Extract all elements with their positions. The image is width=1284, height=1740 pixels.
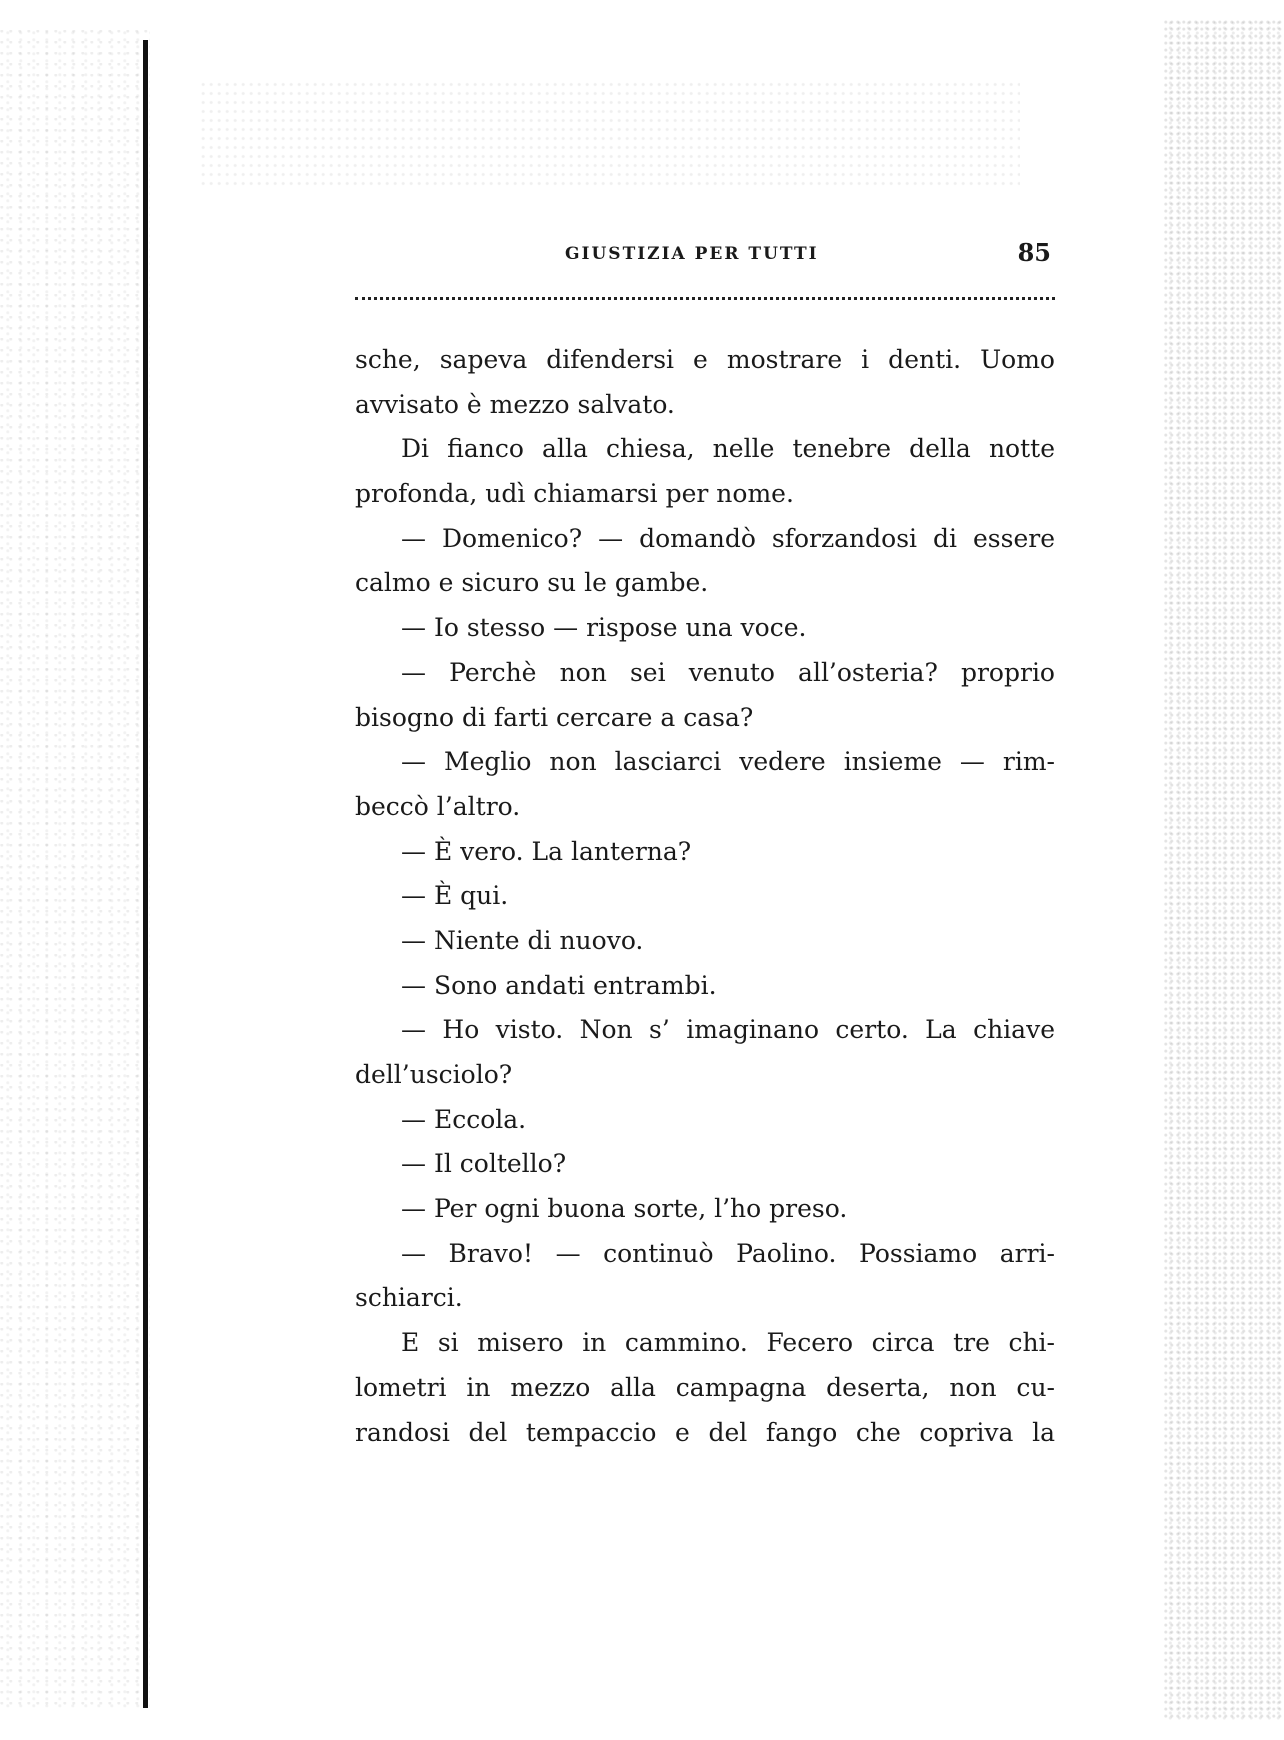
text-line: avvisato è mezzo salvato. [355, 389, 675, 419]
text-line: calmo e sicuro su le gambe. [355, 568, 709, 598]
running-title: GIUSTIZIA PER TUTTI [565, 244, 819, 264]
text-line: — Bravo! — continuò Paolino. Possiamo arri- [401, 1238, 1055, 1268]
text-line: schiarci. [355, 1283, 463, 1313]
text-line: randosi del tempaccio e del fango che copriva la [355, 1417, 1055, 1447]
text-line: — Io stesso — rispose una voce. [401, 613, 807, 643]
text-line: Di fianco alla chiesa, nelle tenebre della notte [401, 434, 1055, 464]
text-line: profonda, udì chiamarsi per nome. [355, 479, 794, 509]
text-line: lometri in mezzo alla campagna deserta, non cu- [355, 1372, 1055, 1402]
text-line: — Per ogni buona sorte, l’ho preso. [401, 1194, 848, 1224]
text-line: — Sono andati entrambi. [401, 970, 717, 1000]
page-edge-noise-right [1164, 20, 1284, 1720]
page-top-noise [200, 80, 1020, 190]
page-edge-noise-left [0, 30, 150, 1710]
text-line: — È qui. [401, 881, 509, 911]
text-line: — Niente di nuovo. [401, 925, 644, 955]
text-line: — È vero. La lanterna? [401, 836, 692, 866]
binding-edge-line [143, 40, 148, 1708]
text-line: — Perchè non sei venuto all’osteria? proprio [401, 657, 1055, 687]
page-number: 85 [1017, 238, 1051, 267]
text-line: E si misero in cammino. Fecero circa tre chi- [401, 1328, 1055, 1358]
text-line: — Ho visto. Non s’ imaginano certo. La chiave [401, 1015, 1055, 1045]
text-line: — Meglio non lasciarci vedere insieme — rim- [401, 747, 1055, 777]
text-line: sche, sapeva difendersi e mostrare i denti. Uomo [355, 345, 1055, 374]
text-line: — Eccola. [401, 1104, 527, 1134]
text-line: — Domenico? — domandò sforzandosi di essere [401, 523, 1055, 553]
text-line: beccò l’altro. [355, 791, 521, 821]
body-text [355, 338, 1055, 1455]
text-line: dell’usciolo? [355, 1060, 513, 1089]
header-rule [355, 297, 1055, 300]
page-header [355, 238, 1055, 274]
text-line: bisogno di farti cercare a casa? [355, 702, 754, 732]
text-line: — Il coltello? [401, 1149, 567, 1179]
